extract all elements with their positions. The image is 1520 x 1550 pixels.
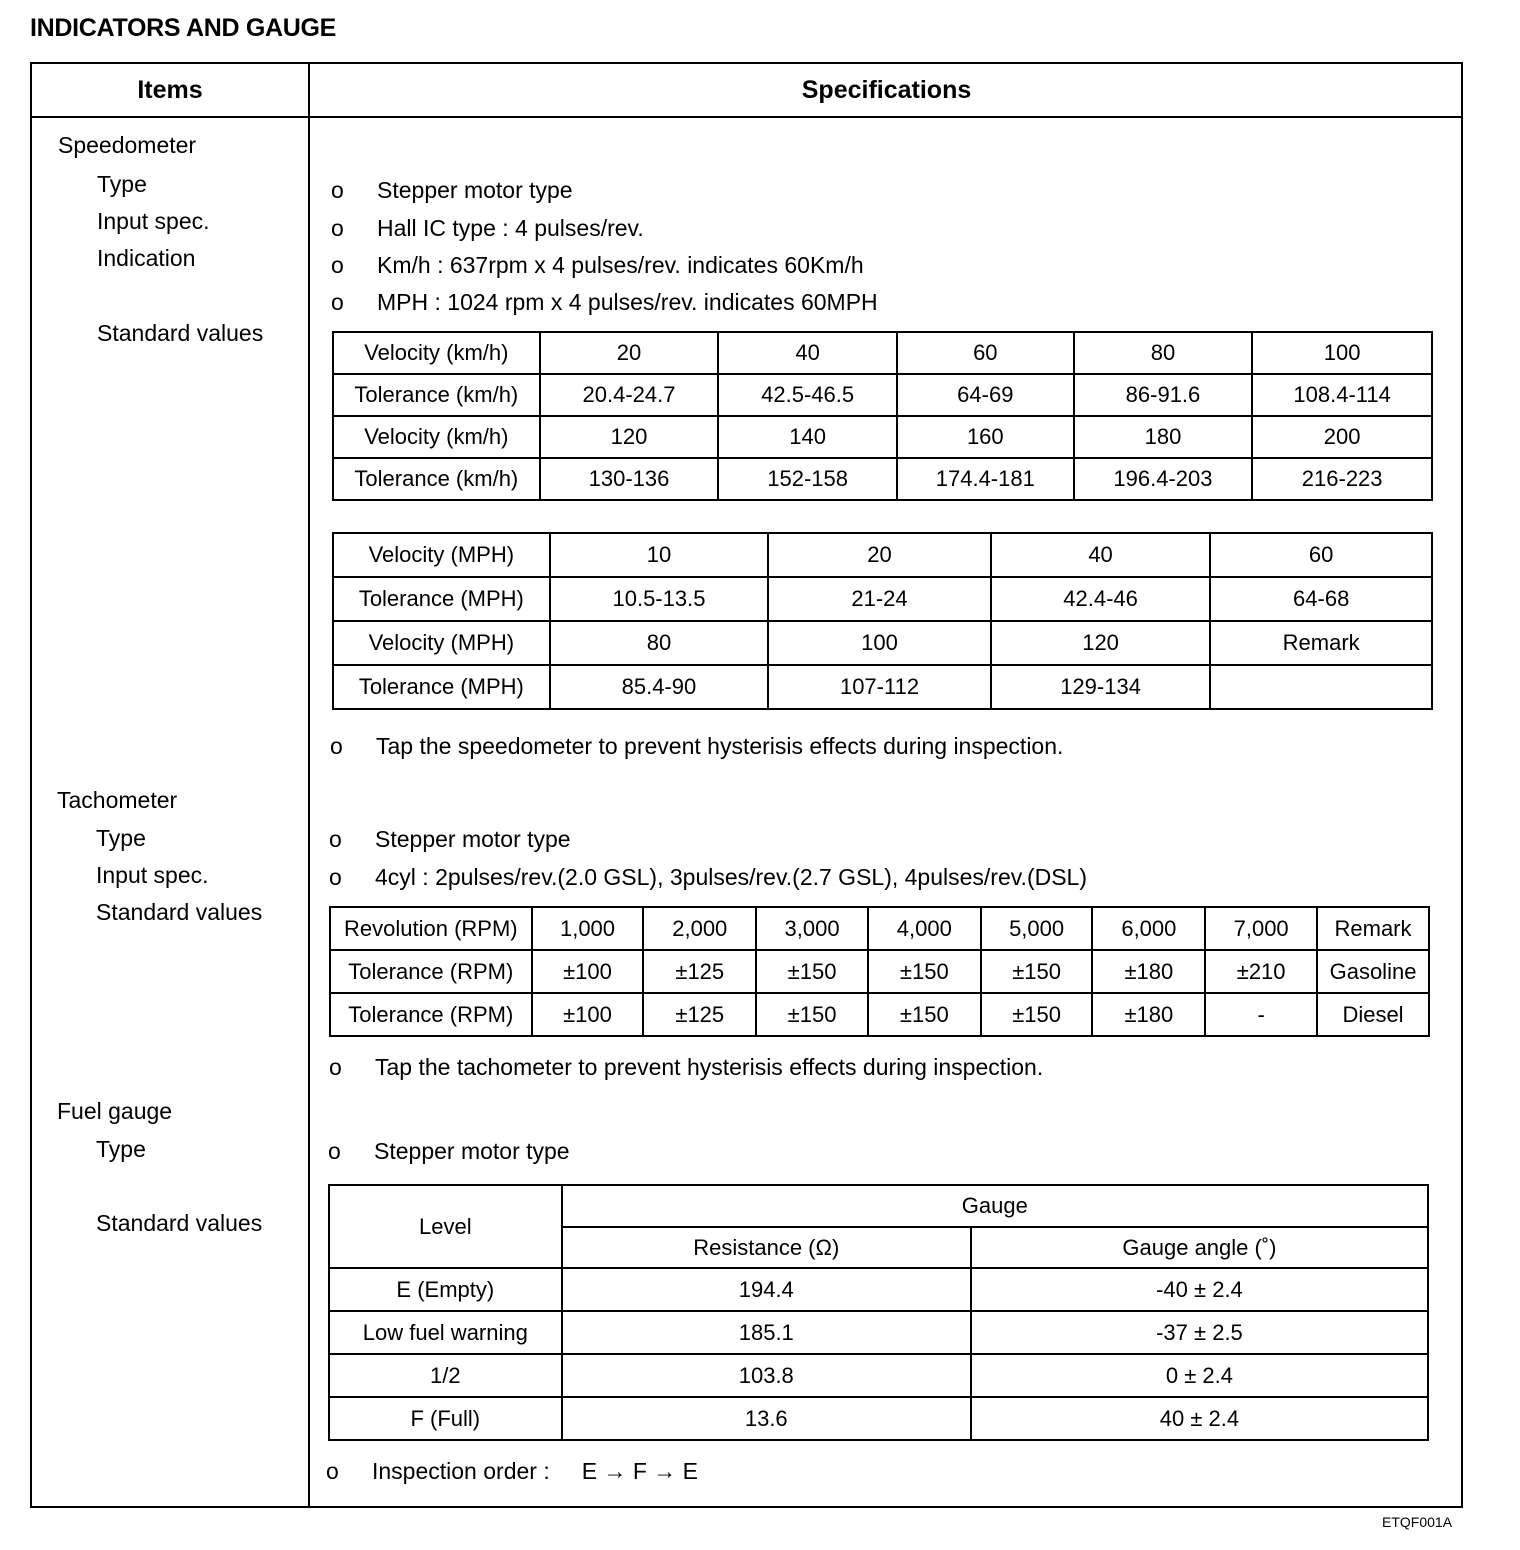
- speedometer-standard-label: Standard values: [97, 320, 264, 346]
- fuel-standard-label: Standard values: [96, 1210, 263, 1236]
- table-cell: ±210: [1205, 950, 1317, 993]
- row-header-cell: Tolerance (MPH): [333, 577, 550, 621]
- table-cell: 108.4-114: [1252, 374, 1432, 416]
- table-cell: 185.1: [562, 1311, 971, 1354]
- table-cell: 4,000: [868, 907, 981, 950]
- speedometer-type-spec: [331, 177, 573, 204]
- table-cell: ±125: [643, 950, 756, 993]
- inspection-sequence: E → F → E: [581, 1458, 699, 1484]
- row-header-cell: Tolerance (km/h): [333, 458, 540, 500]
- row-header-cell: Tolerance (MPH): [333, 665, 550, 709]
- speedometer-indication-mph: [331, 289, 878, 316]
- fuel-gauge-table: [328, 1184, 1429, 1441]
- tachometer-rpm-table: [329, 906, 1430, 1037]
- bullet: o: [329, 864, 342, 890]
- table-cell: Diesel: [1317, 993, 1429, 1036]
- table-cell: ±150: [868, 950, 981, 993]
- tachometer-type-spec: [329, 826, 571, 853]
- table-cell: ±180: [1092, 950, 1205, 993]
- note-text: Tap the speedometer to prevent hysterisis effects during inspection.: [376, 733, 1064, 759]
- bullet: o: [328, 1138, 341, 1164]
- table-row: [333, 416, 1432, 458]
- row-header-cell: Tolerance (RPM): [330, 950, 532, 993]
- table-cell: 1,000: [532, 907, 644, 950]
- table-row: [333, 621, 1432, 665]
- table-cell: 42.4-46: [991, 577, 1211, 621]
- bullet: o: [331, 289, 344, 315]
- table-cell: 20: [768, 533, 991, 577]
- row-header-cell: Velocity (km/h): [333, 332, 540, 374]
- gauge-header: Gauge: [562, 1185, 1428, 1227]
- table-cell: 40: [991, 533, 1211, 577]
- column-divider: [308, 64, 310, 1506]
- speedometer-input-label: Input spec.: [97, 208, 210, 234]
- bullet: o: [329, 826, 342, 852]
- items-header: Items: [137, 76, 203, 104]
- row-header-cell: F (Full): [329, 1397, 562, 1440]
- table-row: [333, 332, 1432, 374]
- table-row: [329, 1268, 1428, 1311]
- table-cell: ±100: [532, 950, 644, 993]
- speedometer-label: Speedometer: [58, 132, 197, 158]
- header-rule: [32, 116, 1461, 118]
- table-cell: 194.4: [562, 1268, 971, 1311]
- inspection-order: [326, 1458, 698, 1485]
- note-text: Tap the tachometer to prevent hysterisis effects during inspection.: [375, 1054, 1044, 1080]
- table-cell: 107-112: [768, 665, 991, 709]
- table-cell: 20.4-24.7: [540, 374, 719, 416]
- table-row: [333, 458, 1432, 500]
- table-cell: 40 ± 2.4: [971, 1397, 1428, 1440]
- table-cell: ±150: [981, 993, 1093, 1036]
- speedometer-note: [330, 733, 1063, 760]
- fuel-type-spec: [328, 1138, 570, 1165]
- table-cell: 85.4-90: [550, 665, 769, 709]
- spec-text: Km/h : 637rpm x 4 pulses/rev. indicates 60Km/h: [377, 252, 864, 278]
- tachometer-label: Tachometer: [57, 787, 178, 813]
- table-cell: -37 ± 2.5: [971, 1311, 1428, 1354]
- row-header-cell: Velocity (MPH): [333, 533, 550, 577]
- spec-text: Stepper motor type: [377, 177, 573, 203]
- row-header-cell: Low fuel warning: [329, 1311, 562, 1354]
- table-cell: 80: [550, 621, 769, 665]
- table-cell: 13.6: [562, 1397, 971, 1440]
- table-cell: 103.8: [562, 1354, 971, 1397]
- bullet: o: [331, 177, 344, 203]
- speedometer-mph-table: [332, 532, 1433, 710]
- spec-text: 4cyl : 2pulses/rev.(2.0 GSL), 3pulses/rev.(2.7 GSL), 4pulses/rev.(DSL): [375, 864, 1088, 890]
- table-cell: Remark: [1210, 621, 1432, 665]
- table-cell: 2,000: [643, 907, 756, 950]
- row-header-cell: E (Empty): [329, 1268, 562, 1311]
- table-row: [329, 1354, 1428, 1397]
- table-cell: 100: [1252, 332, 1432, 374]
- table-cell: 100: [768, 621, 991, 665]
- inspection-label: Inspection order :: [372, 1458, 550, 1484]
- table-cell: Remark: [1317, 907, 1429, 950]
- table-row: [330, 950, 1429, 993]
- table-row: [330, 993, 1429, 1036]
- resistance-header: Resistance (Ω): [562, 1227, 971, 1268]
- table-cell: 174.4-181: [897, 458, 1074, 500]
- table-cell: Gasoline: [1317, 950, 1429, 993]
- spec-text: Stepper motor type: [374, 1138, 570, 1164]
- table-row: [333, 374, 1432, 416]
- spec-text: MPH : 1024 rpm x 4 pulses/rev. indicates 60MPH: [377, 289, 878, 315]
- table-cell: 0 ± 2.4: [971, 1354, 1428, 1397]
- speedometer-indication-label: Indication: [97, 245, 196, 271]
- table-row: [333, 665, 1432, 709]
- speedometer-input-spec: [331, 215, 644, 242]
- table-cell: -: [1205, 993, 1317, 1036]
- row-header-cell: Tolerance (km/h): [333, 374, 540, 416]
- bullet: o: [331, 215, 344, 241]
- angle-header: Gauge angle (˚): [971, 1227, 1428, 1268]
- table-cell: 216-223: [1252, 458, 1432, 500]
- fuel-gauge-label: Fuel gauge: [57, 1098, 173, 1124]
- row-header-cell: Revolution (RPM): [330, 907, 532, 950]
- bullet: o: [326, 1458, 339, 1484]
- table-row: [329, 1397, 1428, 1440]
- table-row: [330, 907, 1429, 950]
- row-header-cell: Tolerance (RPM): [330, 993, 532, 1036]
- table-cell: 120: [540, 416, 719, 458]
- row-header-cell: Velocity (km/h): [333, 416, 540, 458]
- spec-text: Hall IC type : 4 pulses/rev.: [377, 215, 644, 241]
- table-cell: 21-24: [768, 577, 991, 621]
- table-cell: ±100: [532, 993, 644, 1036]
- tachometer-type-label: Type: [96, 825, 146, 851]
- table-cell: ±180: [1092, 993, 1205, 1036]
- table-cell: 80: [1074, 332, 1253, 374]
- table-cell: 200: [1252, 416, 1432, 458]
- table-cell: 160: [897, 416, 1074, 458]
- tachometer-input-spec: [329, 864, 1087, 891]
- table-cell: ±150: [981, 950, 1093, 993]
- row-header-cell: 1/2: [329, 1354, 562, 1397]
- row-header-cell: Velocity (MPH): [333, 621, 550, 665]
- speedometer-kmh-table: [332, 331, 1433, 501]
- tachometer-standard-label: Standard values: [96, 899, 263, 925]
- specifications-header: Specifications: [801, 76, 972, 104]
- table-cell: -40 ± 2.4: [971, 1268, 1428, 1311]
- table-cell: 64-68: [1210, 577, 1432, 621]
- table-cell: 10: [550, 533, 769, 577]
- table-cell: 152-158: [718, 458, 897, 500]
- spec-text: Stepper motor type: [375, 826, 571, 852]
- table-cell: 180: [1074, 416, 1253, 458]
- table-cell: ±150: [756, 993, 868, 1036]
- table-cell: 60: [897, 332, 1074, 374]
- table-cell: 130-136: [540, 458, 719, 500]
- bullet: o: [329, 1054, 342, 1080]
- table-cell: 42.5-46.5: [718, 374, 897, 416]
- speedometer-indication-kmh: [331, 252, 864, 279]
- table-row: [329, 1311, 1428, 1354]
- level-header: Level: [329, 1185, 562, 1268]
- tachometer-input-label: Input spec.: [96, 862, 209, 888]
- speedometer-type-label: Type: [97, 171, 147, 197]
- fuel-type-label: Type: [96, 1136, 146, 1162]
- figure-code: ETQF001A: [1382, 1514, 1453, 1530]
- table-cell: 140: [718, 416, 897, 458]
- table-cell: 5,000: [981, 907, 1093, 950]
- table-cell: 40: [718, 332, 897, 374]
- table-cell: 120: [991, 621, 1211, 665]
- table-cell: 10.5-13.5: [550, 577, 769, 621]
- table-cell: 129-134: [991, 665, 1211, 709]
- table-cell: [1210, 665, 1432, 709]
- table-cell: ±150: [756, 950, 868, 993]
- page-title: INDICATORS AND GAUGE: [30, 14, 337, 42]
- table-cell: 20: [540, 332, 719, 374]
- table-cell: 86-91.6: [1074, 374, 1253, 416]
- table-row: [333, 533, 1432, 577]
- table-cell: 196.4-203: [1074, 458, 1253, 500]
- table-cell: 60: [1210, 533, 1432, 577]
- table-cell: 3,000: [756, 907, 868, 950]
- table-cell: ±125: [643, 993, 756, 1036]
- bullet: o: [330, 733, 343, 759]
- table-cell: 7,000: [1205, 907, 1317, 950]
- tachometer-note: [329, 1054, 1043, 1081]
- table-cell: 6,000: [1092, 907, 1205, 950]
- bullet: o: [331, 252, 344, 278]
- table-cell: 64-69: [897, 374, 1074, 416]
- table-row: [333, 577, 1432, 621]
- table-cell: ±150: [868, 993, 981, 1036]
